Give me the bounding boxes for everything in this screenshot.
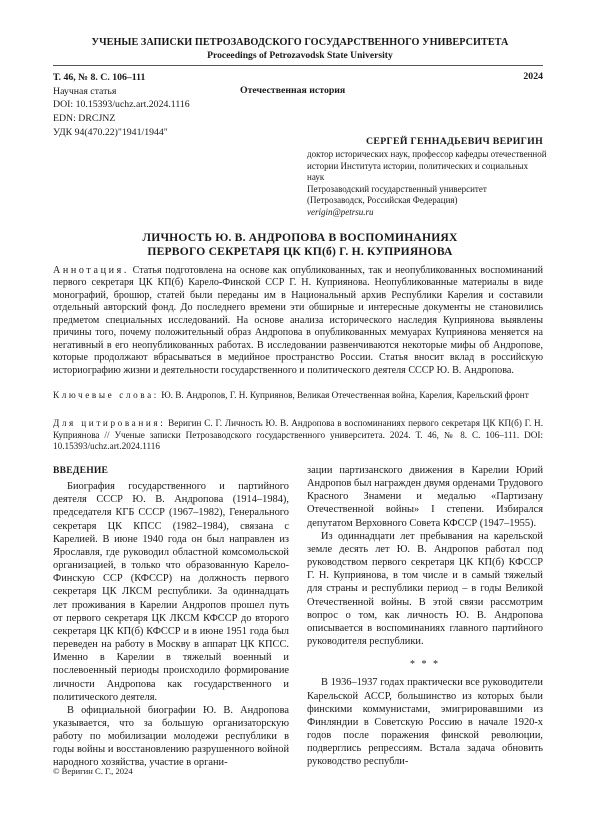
copyright-notice: © Веригин С. Г., 2024	[53, 766, 133, 776]
annotation-label: Аннотация.	[53, 265, 129, 276]
journal-section: Отечественная история	[240, 84, 346, 96]
body-paragraph: В 1936–1937 годах практически все руководители Карельской АССР, большинство из которых были финскими коммунистами, эмигрировавшими из Финляндии в Советскую Россию в начале 1920-х годов после поражения финской революции, подверглись репрессиям. Встала задача обновить руководство республи-	[307, 677, 543, 768]
author-email[interactable]: verigin@petrsu.ru	[307, 206, 374, 217]
volume-info: Т. 46, № 8. С. 106–111	[53, 72, 146, 83]
section-separator: * * *	[410, 659, 440, 671]
header-divider	[53, 65, 543, 66]
keywords-text: Ю. В. Андропов, Г. Н. Куприянов, Великая Отечественная война, Карелия, Карельский фронт	[161, 390, 529, 400]
citation-label: Для цитирования:	[53, 418, 166, 428]
body-column-right	[307, 464, 543, 768]
body-column-left	[53, 464, 289, 770]
body-paragraph: зации партизанского движения в Карелии Юрий Андропов был награжден двумя орденами Трудового Красного Знамени и медалью «Партизану Отечественной войны» I степени. Избирался депутатом Верховного Совета КФССР (1947–1955).	[307, 465, 543, 529]
body-paragraph: Из одиннадцати лет пребывания на карельской земле десять лет Ю. В. Андропов работал под руководством первого секретаря ЦК КП(б) КФССР Г. Н. Куприянова, в том числе и в самый тяжелый для страны и республики период – в годы Великой Отечественной войны. В этой связи рассмотрим вопрос о том, как личность Ю. В. Андропова описывается в воспоминаниях главного партийного руководителя республики.	[307, 530, 543, 648]
annotation	[53, 265, 543, 377]
body-paragraph: Биография государственного и партийного деятеля СССР Ю. В. Андропова (1914–1984), председателя КГБ СССР (1967–1982), Генерального секретаря ЦК КПСС (1982–1984), связана с Карелией. В июне 1940 года он был направлен из Ярославля, где руководил областной комсомольской организацией, в только что образованную Карело-Финскую ССР (КФССР) на должность первого секретаря ЦК ЛКСМ республики. За одиннадцать лет проживания в Карелии Андропов прошел путь от первого секретаря ЦК ЛКСМ КФССР до второго секретаря ЦК КП(б) КФССР и в июне 1951 года был переведен на работу в Москву в аппарат ЦК КПСС. Именно в Карелии в тяжелый военный и послевоенный периоды происходило формирование личности Андропова как государственного и политического деятеля.	[53, 481, 289, 703]
author-location: (Петрозаводск, Российская Федерация)	[307, 195, 458, 206]
section-heading: ВВЕДЕНИЕ	[53, 465, 109, 476]
article-type: Научная статья	[53, 85, 117, 97]
author-name: СЕРГЕЙ ГЕННАДЬЕВИЧ ВЕРИГИН	[365, 136, 543, 147]
title-line-1: ЛИЧНОСТЬ Ю. В. АНДРОПОВА В ВОСПОМИНАНИЯХ	[142, 231, 458, 244]
title-line-2: ПЕРВОГО СЕКРЕТАРЯ ЦК КП(б) Г. Н. КУПРИЯНОВА	[147, 245, 453, 258]
annotation-text: Статья подготовлена на основе как опубликованных, так и неопубликованных воспоминаний первого секретаря ЦК КП(б) Карело-Финской ССР Г. Н. Куприянова. Неопубликованные материалы в виде монографий, брошюр, статей были переданы им в Национальный архив Республики Карелия и составили отдельный авторский фонд. До последнего времени эти обширные и интересные документы не становились предметом специальных исследований. На основе анализа исторического наследия Куприянова выявлены причины того, почему положительный образ Андропова в опубликованных мемуарах Куприянова меняется на негативный в его неопубликованных работах. В исследовании развенчиваются некоторые мифы об Андропове, которые продолжают вбрасываться в медийное пространство России. Статья вносит вклад в российскую историографию жизни и деятельности государственного и политического деятеля СССР Ю. В. Андропова.	[53, 265, 543, 376]
publication-year: 2024	[523, 71, 543, 82]
body-paragraph: В официальной биографии Ю. В. Андропова указывается, что за большую организаторскую работу по мобилизации молодежи республики в годы войны и восстановлению разрушенного войной народного хозяйства, участие в органи-	[53, 704, 289, 769]
keywords-label: Ключевые слова:	[53, 390, 159, 400]
edn: EDN: DRCJNZ	[53, 113, 116, 125]
author-position: доктор исторических наук, профессор кафедры отечественной истории Института истории, политических и социальных наук	[307, 149, 547, 183]
keywords	[53, 390, 543, 402]
article-metadata	[53, 71, 190, 140]
article-title	[0, 231, 600, 259]
doi[interactable]: DOI: 10.15393/uchz.art.2024.1116	[53, 99, 190, 111]
author-info	[307, 149, 547, 219]
citation-text: Веригин С. Г. Личность Ю. В. Андропова в воспоминаниях первого секретаря ЦК КП(б) Г. Н. Куприянова // Ученые записки Петрозаводского государственного университета. 2024. Т. 46, № 8. С. 106–111. DOI: 10.15393/uchz.art.2024.1116	[53, 418, 543, 452]
citation	[53, 418, 543, 453]
udk: УДК 94(470.22)"1941/1944"	[53, 126, 168, 138]
journal-title: УЧЕНЫЕ ЗАПИСКИ ПЕТРОЗАВОДСКОГО ГОСУДАРСТВЕННОГО УНИВЕРСИТЕТА	[91, 37, 509, 48]
journal-subtitle: Proceedings of Petrozavodsk State University	[207, 50, 393, 61]
author-affiliation: Петрозаводский государственный университет	[307, 183, 487, 194]
